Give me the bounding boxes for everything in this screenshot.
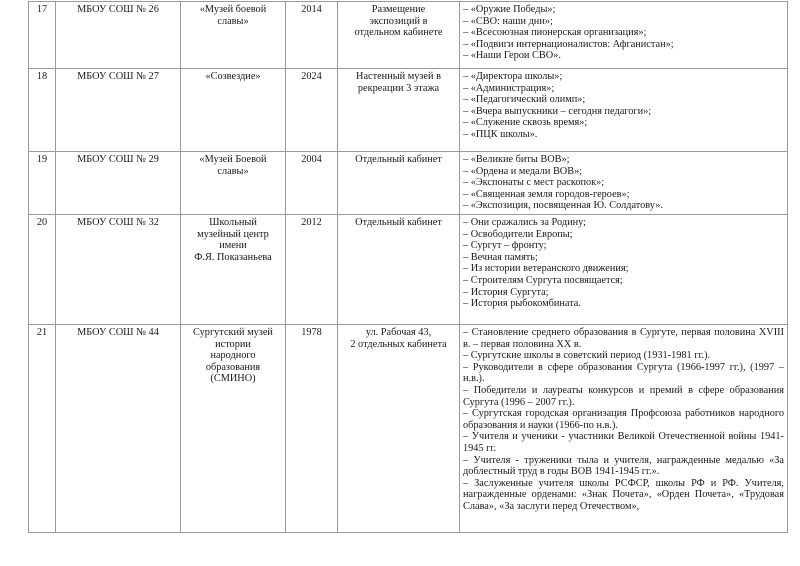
- exposition-item: – История рыбокомбината.: [463, 298, 581, 310]
- cell-school-name: МБОУ СОШ № 27: [56, 69, 181, 152]
- placement-line: экспозиций в: [369, 15, 428, 27]
- placement-line: Размещение: [371, 4, 426, 15]
- exposition-item: – История Сургута;: [463, 286, 549, 298]
- cell-year: 2024: [286, 69, 338, 152]
- museum-name-line: (СМИНО): [210, 373, 256, 385]
- museum-name-line: Сургутский музей: [193, 326, 273, 338]
- museum-name-line: «Музей Боевой: [199, 154, 267, 165]
- cell-expositions: [460, 214, 788, 324]
- cell-expositions: [460, 152, 788, 215]
- museum-name-line: образования: [205, 361, 261, 373]
- exposition-item: – Руководители в сфере образования Сургута (1966-1997 гг.), (1997 – н.в.).: [463, 361, 784, 385]
- exposition-item: – Учителя - труженики тыла и учителя, награжденные медалью «За доблестный труд в годы ВОВ 1941-1945 гг.».: [463, 454, 784, 478]
- exposition-item: – «Ордена и медали ВОВ»;: [463, 165, 583, 177]
- museum-name-line: славы»: [217, 15, 249, 27]
- table-body: [29, 2, 788, 533]
- exposition-item: – «ПЦК школы».: [463, 128, 538, 140]
- cell-expositions: [460, 324, 788, 532]
- museum-name-line: истории: [215, 338, 251, 350]
- placement-line: Отдельный кабинет: [355, 154, 442, 165]
- table-row: [29, 214, 788, 324]
- exposition-item: – «Экспонаты с мест раскопок»;: [463, 177, 605, 189]
- cell-placement: [338, 214, 460, 324]
- cell-year: 1978: [286, 324, 338, 532]
- cell-placement: [338, 324, 460, 532]
- exposition-item: – Сургут – фронту;: [463, 240, 547, 252]
- placement-line: Настенный музей в: [356, 71, 441, 82]
- school-museums-table: [28, 1, 788, 533]
- cell-school-name: МБОУ СОШ № 32: [56, 214, 181, 324]
- exposition-item: – Строителям Сургута посвящается;: [463, 274, 623, 286]
- table-row: [29, 2, 788, 69]
- cell-museum-name: [181, 152, 286, 215]
- cell-row-number: 20: [29, 214, 56, 324]
- exposition-item: – «Директора школы»;: [463, 71, 563, 82]
- museum-name-line: музейный центр: [197, 228, 269, 240]
- cell-row-number: 19: [29, 152, 56, 215]
- museum-name-line: Ф.Я. Показаньева: [194, 251, 272, 263]
- cell-school-name: МБОУ СОШ № 44: [56, 324, 181, 532]
- exposition-item: – Учителя и ученики - участники Великой Отечественной войны 1941-1945 гг.: [463, 431, 784, 454]
- cell-year: 2012: [286, 214, 338, 324]
- cell-row-number: 21: [29, 324, 56, 532]
- cell-museum-name: [181, 324, 286, 532]
- cell-year: 2004: [286, 152, 338, 215]
- exposition-item: – Из истории ветеранского движения;: [463, 263, 629, 275]
- exposition-item: – Победители и лауреаты конкурсов и премий в сфере образования Сургута (1996 – 2007 гг.).: [463, 384, 784, 408]
- placement-line: 2 отдельных кабинета: [350, 338, 447, 350]
- placement-line: Отдельный кабинет: [355, 216, 442, 228]
- cell-row-number: 18: [29, 69, 56, 152]
- museum-name-line: имени: [219, 240, 247, 252]
- exposition-item: – «СВО: наши дни»;: [463, 15, 553, 27]
- cell-expositions: [460, 69, 788, 152]
- museum-name-line: «Созвездие»: [205, 71, 261, 82]
- exposition-item: – «Вчера выпускники – сегодня педагоги»;: [463, 105, 652, 117]
- exposition-item: – Сургутская городская организация Профсоюза работников народного образования и науки (1966-по н.в.).: [463, 408, 784, 431]
- cell-row-number: 17: [29, 2, 56, 69]
- cell-expositions: [460, 2, 788, 69]
- museum-name-line: славы»: [217, 165, 249, 177]
- museum-name-line: Школьный: [209, 216, 257, 228]
- cell-school-name: МБОУ СОШ № 26: [56, 2, 181, 69]
- table-row: [29, 152, 788, 215]
- cell-placement: [338, 152, 460, 215]
- exposition-item: – «Оружие Победы»;: [463, 4, 556, 15]
- museum-name-line: «Музей боевой: [199, 4, 267, 15]
- exposition-item: – «Великие биты ВОВ»;: [463, 154, 570, 165]
- exposition-item: – Заслуженные учителя школы РСФСР, школы РФ и РФ. Учителя, награжденные орденами: «Знак Почета», «Орден Почета», «Трудовая Слава», «За заслуги перед Отечеством»,: [463, 477, 784, 512]
- cell-school-name: МБОУ СОШ № 29: [56, 152, 181, 215]
- exposition-item: – «Подвиги интернационалистов: Афганистан»;: [463, 38, 674, 50]
- exposition-item: – «Служение сквозь время»;: [463, 117, 588, 129]
- placement-line: ул. Рабочая 43,: [365, 326, 432, 338]
- exposition-item: – «Экспозиция, посвященная Ю. Солдатову».: [463, 200, 663, 212]
- exposition-item: – Они сражались за Родину;: [463, 216, 586, 228]
- museum-name-line: народного: [210, 350, 256, 362]
- placement-line: рекреации 3 этажа: [357, 82, 440, 94]
- cell-placement: [338, 2, 460, 69]
- cell-placement: [338, 69, 460, 152]
- exposition-item: – «Администрация»;: [463, 82, 555, 94]
- placement-line: отдельном кабинете: [354, 27, 443, 39]
- cell-museum-name: [181, 214, 286, 324]
- exposition-item: – «Наши Герои СВО».: [463, 50, 561, 62]
- exposition-item: – Становление среднего образования в Сургуте, первая половина XVIII в. – первая половина XX в.: [463, 326, 784, 350]
- exposition-item: – «Педагогический олимп»;: [463, 94, 586, 106]
- exposition-item: – «Всесоюзная пионерская организация»;: [463, 27, 647, 39]
- cell-museum-name: [181, 2, 286, 69]
- exposition-item: – Вечная память;: [463, 251, 538, 263]
- cell-year: 2014: [286, 2, 338, 69]
- exposition-item: – «Священная земля городов-героев»;: [463, 188, 630, 200]
- cell-museum-name: [181, 69, 286, 152]
- exposition-item: – Освободители Европы;: [463, 228, 573, 240]
- exposition-item: – Сургутские школы в советский период (1931-1981 гг.).: [463, 350, 711, 362]
- table-row: [29, 324, 788, 532]
- table-row: [29, 69, 788, 152]
